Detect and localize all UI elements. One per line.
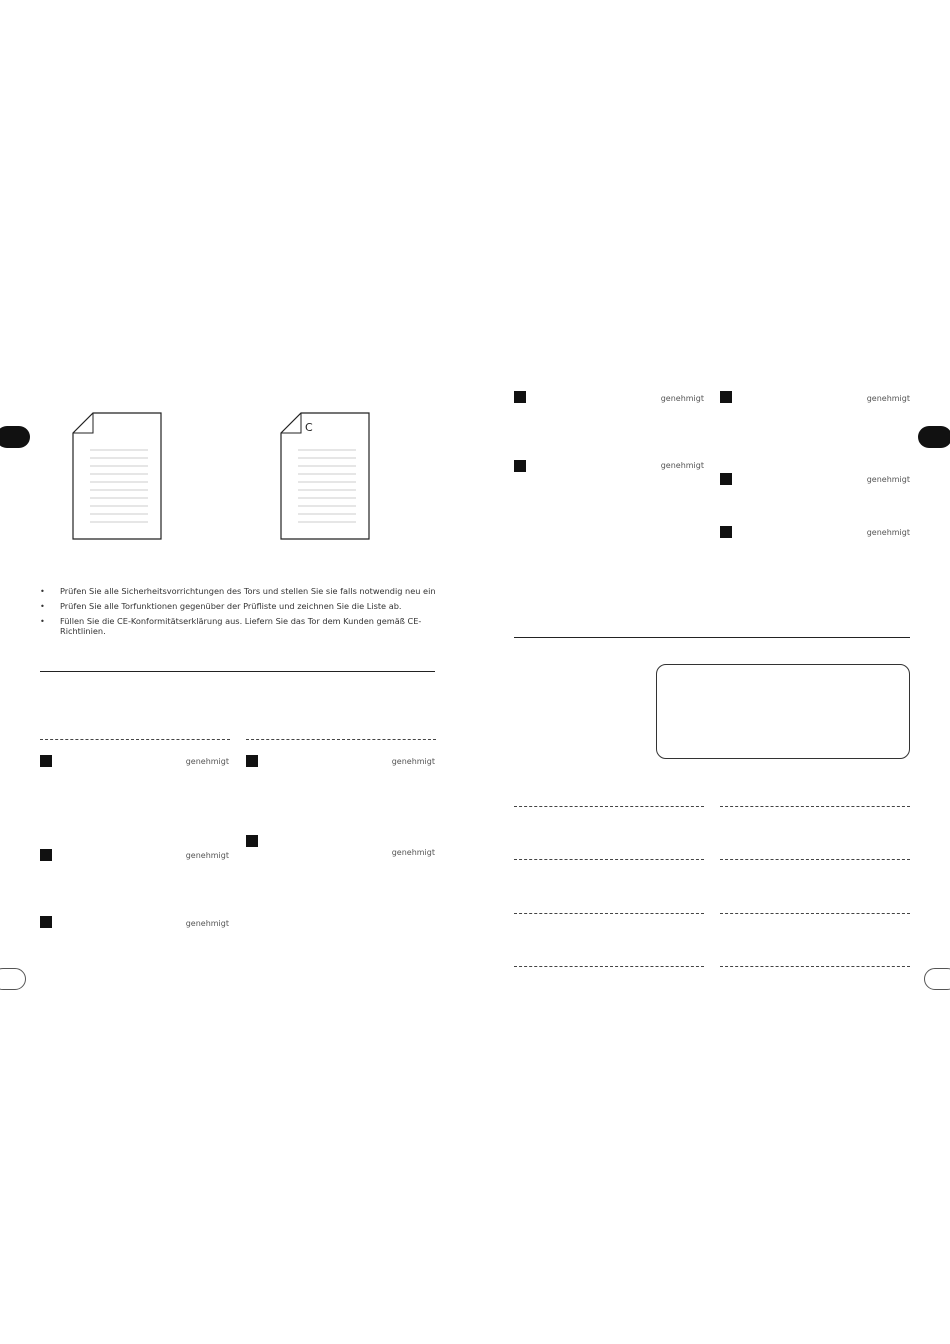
approved-label: genehmigt (185, 757, 229, 766)
bullet-icon: • (40, 601, 45, 611)
checkbox[interactable] (514, 391, 526, 403)
checkbox[interactable] (514, 460, 526, 472)
approved-label: genehmigt (866, 394, 910, 403)
approved-label: genehmigt (660, 394, 704, 403)
signature-line[interactable] (514, 806, 704, 807)
bullet-icon: • (40, 586, 45, 596)
checkbox[interactable] (246, 755, 258, 767)
page-tab-left (0, 426, 30, 448)
bullet-icon: • (40, 616, 45, 626)
approved-label: genehmigt (185, 919, 229, 928)
approved-label: genehmigt (391, 757, 435, 766)
signature-line[interactable] (720, 806, 910, 807)
instruction-list (40, 586, 440, 641)
approved-label: genehmigt (866, 528, 910, 537)
signature-line[interactable] (720, 859, 910, 860)
section-divider (40, 671, 435, 672)
column-header-line (40, 739, 230, 740)
checkbox[interactable] (40, 849, 52, 861)
page-number-tab-left (0, 968, 26, 990)
signature-line[interactable] (720, 913, 910, 914)
column-header-line (246, 739, 436, 740)
checklist-document-icon (72, 412, 162, 544)
stamp-box[interactable] (656, 664, 910, 759)
page-number-tab-right (924, 968, 950, 990)
ce-mark-label: C (305, 421, 313, 434)
instruction-item: • Prüfen Sie alle Torfunktionen gegenüber der Prüfliste und zeichnen Sie die Liste ab. (40, 601, 402, 611)
ce-declaration-document-icon (280, 412, 370, 544)
checkbox[interactable] (246, 835, 258, 847)
checkbox[interactable] (720, 391, 732, 403)
approved-label: genehmigt (391, 848, 435, 857)
signature-line[interactable] (720, 966, 910, 967)
approved-label: genehmigt (866, 475, 910, 484)
checkbox[interactable] (40, 916, 52, 928)
instruction-item: • Prüfen Sie alle Sicherheitsvorrichtungen des Tors und stellen Sie sie falls notwendig neu ein (40, 586, 436, 596)
checkbox[interactable] (40, 755, 52, 767)
signature-line[interactable] (514, 859, 704, 860)
signature-line[interactable] (514, 966, 704, 967)
instruction-item: • Füllen Sie die CE-Konformitätserklärung aus. Liefern Sie das Tor dem Kunden gemäß CE-Richtlinien. (40, 616, 422, 636)
signature-line[interactable] (514, 913, 704, 914)
checkbox[interactable] (720, 526, 732, 538)
approved-label: genehmigt (185, 851, 229, 860)
checkbox[interactable] (720, 473, 732, 485)
approved-label: genehmigt (660, 461, 704, 470)
section-divider (514, 637, 910, 638)
page-tab-right (918, 426, 950, 448)
